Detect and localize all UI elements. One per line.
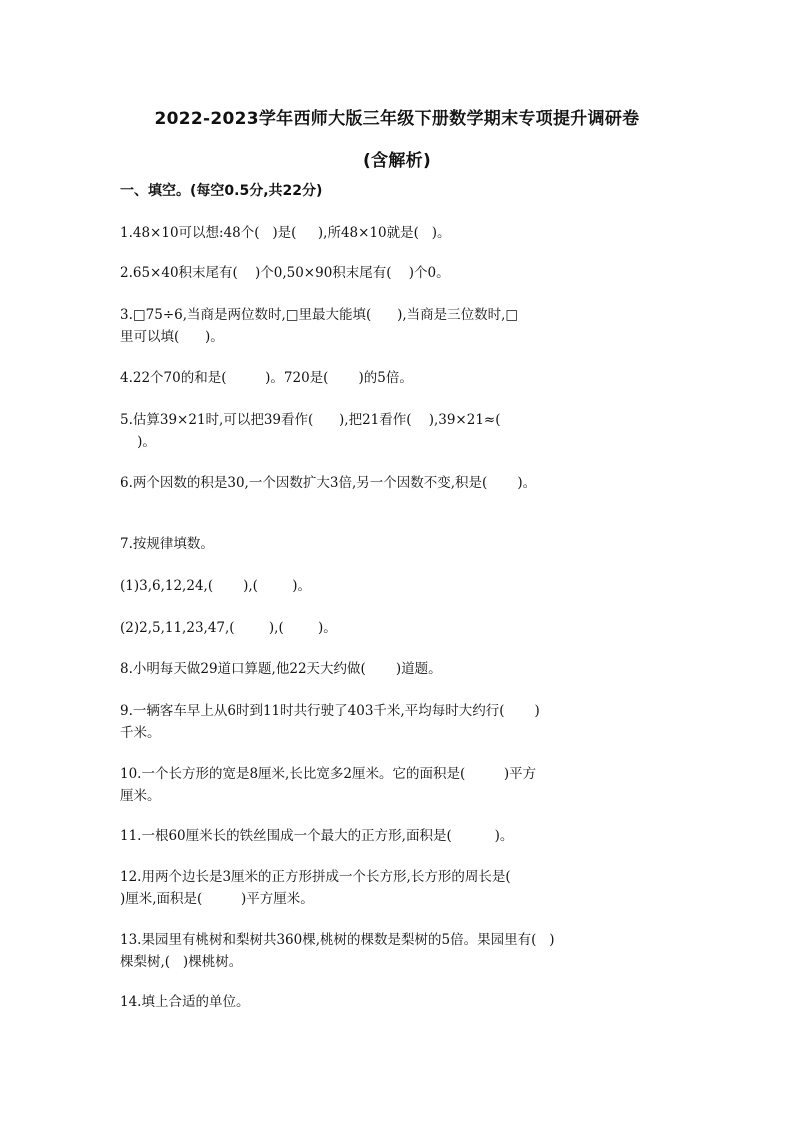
question-line: (2)2,5,11,23,47,( ),( )。 — [120, 620, 337, 636]
page-title: 2022-2023学年西师大版三年级下册数学期末专项提升调研卷 — [154, 109, 640, 129]
question-line: 9.一辆客车早上从6时到11时共行驶了403千米,平均每时大约行( ) — [120, 703, 540, 719]
question-13 — [120, 825, 680, 847]
page-subtitle: (含解析) — [362, 151, 432, 171]
question-line: )厘米,面积是( )平方厘米。 — [120, 891, 314, 907]
question-line: 厘米。 — [120, 788, 161, 804]
question-8 — [120, 575, 680, 597]
question-6 — [120, 472, 680, 494]
question-11 — [120, 700, 680, 744]
question-4 — [120, 367, 680, 389]
question-line: 4.22个70的和是( )。720是( )的5倍。 — [120, 370, 413, 386]
question-5 — [120, 409, 680, 453]
question-line: 6.两个因数的积是30,一个因数扩大3倍,另一个因数不变,积是( )。 — [120, 475, 537, 491]
question-line: 千米。 — [120, 725, 161, 741]
question-3 — [120, 304, 680, 348]
question-line: )。 — [120, 434, 156, 450]
question-line: 14.填上合适的单位。 — [120, 994, 250, 1010]
question-line: 11.一根60厘米长的铁丝围成一个最大的正方形,面积是( )。 — [120, 828, 514, 844]
question-7 — [120, 533, 680, 555]
question-2 — [120, 262, 680, 284]
question-line: 3.□75÷6,当商是两位数时,□里最大能填( ),当商是三位数时,□ — [120, 307, 519, 323]
question-line: (1)3,6,12,24,( ),( )。 — [120, 578, 312, 594]
question-line: 1.48×10可以想:48个( )是( ),所48×10就是( )。 — [120, 225, 451, 241]
question-14 — [120, 866, 680, 910]
section-heading: 一、填空。(每空0.5分,共22分) — [120, 183, 323, 199]
question-10 — [120, 658, 680, 680]
question-15 — [120, 929, 680, 973]
question-line: 里可以填( )。 — [120, 329, 224, 345]
question-line: 10.一个长方形的宽是8厘米,长比宽多2厘米。它的面积是( )平方 — [120, 766, 537, 782]
question-9 — [120, 617, 680, 639]
question-line: 棵梨树,( )棵桃树。 — [120, 954, 243, 970]
question-1 — [120, 222, 680, 244]
question-line: 8.小明每天做29道口算题,他22天大约做( )道题。 — [120, 661, 442, 677]
question-16 — [120, 991, 680, 1013]
question-line: 13.果园里有桃树和梨树共360棵,桃树的棵数是梨树的5倍。果园里有( ) — [120, 932, 555, 948]
question-line: 5.估算39×21时,可以把39看作( ),把21看作( ),39×21≈( — [120, 412, 501, 428]
question-line: 12.用两个边长是3厘米的正方形拼成一个长方形,长方形的周长是( — [120, 869, 511, 885]
question-line: 7.按规律填数。 — [120, 536, 214, 552]
question-line: 2.65×40积末尾有( )个0,50×90积末尾有( )个0。 — [120, 265, 450, 281]
question-12 — [120, 763, 680, 807]
